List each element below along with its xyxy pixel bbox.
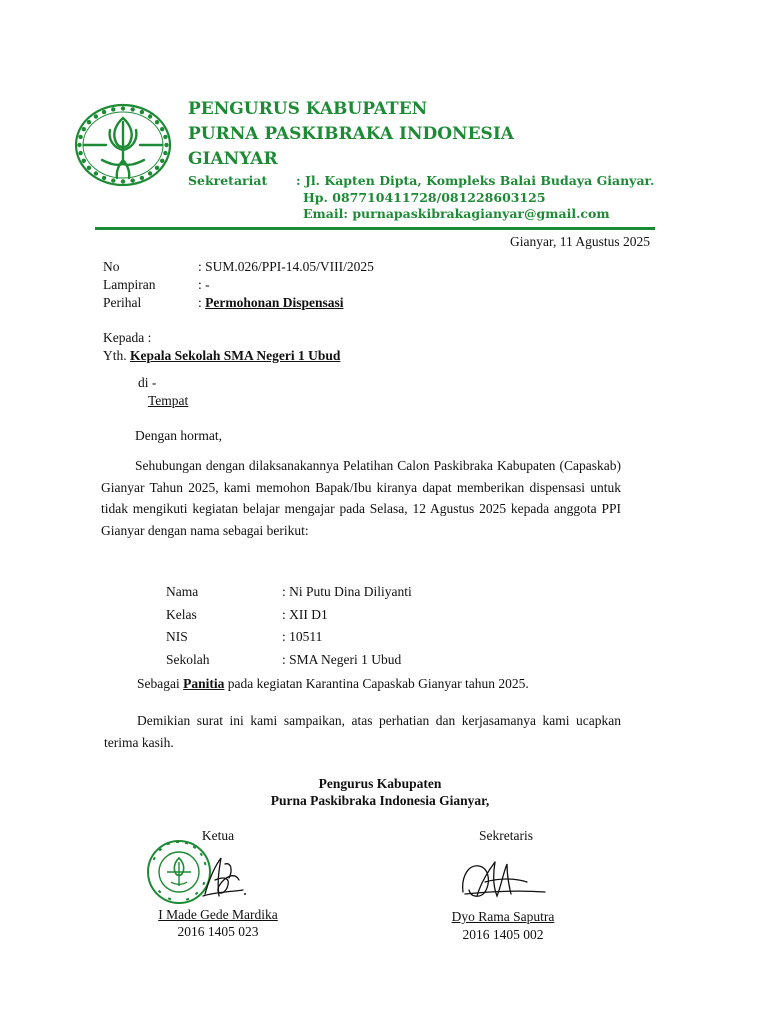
ketua-name: I Made Gede Mardika: [158, 907, 278, 922]
recipient-tempat: Tempat: [148, 393, 189, 408]
student-value-nis: : 10511: [282, 629, 323, 644]
student-label-nama: Nama: [166, 584, 199, 599]
student-label-nis: NIS: [166, 629, 188, 644]
salutation: Dengan hormat,: [135, 428, 222, 443]
student-label-sekolah: Sekolah: [166, 652, 210, 667]
meta-label-perihal: Perihal: [103, 295, 142, 310]
role-line: Sebagai Panitia pada kegiatan Karantina Capaskab Gianyar tahun 2025.: [137, 676, 529, 691]
recipient-name: Kepala Sekolah SMA Negeri 1 Ubud: [130, 348, 341, 363]
student-value-kelas: : XII D1: [282, 607, 328, 622]
student-label-kelas: Kelas: [166, 607, 197, 622]
secretariat-email: Email: purnapaskibrakagianyar@gmail.com: [303, 206, 610, 221]
organization-logo: [70, 100, 176, 190]
meta-label-lampiran: Lampiran: [103, 277, 156, 292]
ketua-signature: [195, 850, 255, 905]
meta-value-no: : SUM.026/PPI-14.05/VIII/2025: [198, 259, 374, 274]
sekretaris-id: 2016 1405 002: [462, 927, 544, 942]
secretariat-label: Sekretariat: [188, 173, 268, 188]
meta-value-perihal: : Permohonan Dispensasi: [198, 295, 344, 310]
sekretaris-signature: [455, 852, 550, 907]
left-signatory-title: Ketua: [201, 828, 235, 843]
org-name-line-3: GIANYAR: [188, 149, 278, 169]
subject-text: Permohonan Dispensasi: [205, 295, 344, 310]
recipient-di: di -: [138, 375, 157, 390]
meta-label-no: No: [103, 259, 120, 274]
org-name-line-2: PURNA PASKIBRAKA INDONESIA: [188, 124, 514, 144]
secretariat-address: : Jl. Kapten Dipta, Kompleks Balai Budaya Gianyar.: [296, 173, 655, 188]
ketua-id: 2016 1405 023: [177, 924, 259, 939]
body-paragraph: Sehubungan dengan dilaksanakannya Pelatihan Calon Paskibraka Kabupaten (Capaskab) Gianyar Tahun 2025, kami memohon Bapak/Ibu kiranya dapat memberikan dispensasi untuk tidak mengikuti kegiatan belajar mengajar pada Selasa, 12 Agustus 2025 kepada anggota PPI Gianyar dengan nama sebagai berikut:: [101, 458, 621, 538]
sekretaris-name: Dyo Rama Saputra: [451, 909, 555, 924]
secretariat-phone: Hp. 087710411728/081228603125: [303, 190, 546, 205]
recipient-line: Yth. Kepala Sekolah SMA Negeri 1 Ubud: [103, 348, 341, 363]
student-value-nama: : Ni Putu Dina Diliyanti: [282, 584, 412, 599]
right-signatory-title: Sekretaris: [479, 828, 533, 843]
org-name-line-1: PENGURUS KABUPATEN: [188, 99, 428, 119]
signature-org-line-2: Purna Paskibraka Indonesia Gianyar,: [270, 793, 490, 808]
role-panitia: Panitia: [183, 676, 225, 691]
meta-value-lampiran: : -: [198, 277, 210, 292]
student-value-sekolah: : SMA Negeri 1 Ubud: [282, 652, 402, 667]
signature-org-line-1: Pengurus Kabupaten: [318, 776, 442, 791]
letterhead-divider: [95, 227, 655, 230]
recipient-kepada: Kepada :: [103, 330, 152, 345]
letter-date: Gianyar, 11 Agustus 2025: [510, 234, 650, 249]
closing-paragraph: Demikian surat ini kami sampaikan, atas perhatian dan kerjasamanya kami ucapkan terima kasih.: [104, 713, 621, 750]
